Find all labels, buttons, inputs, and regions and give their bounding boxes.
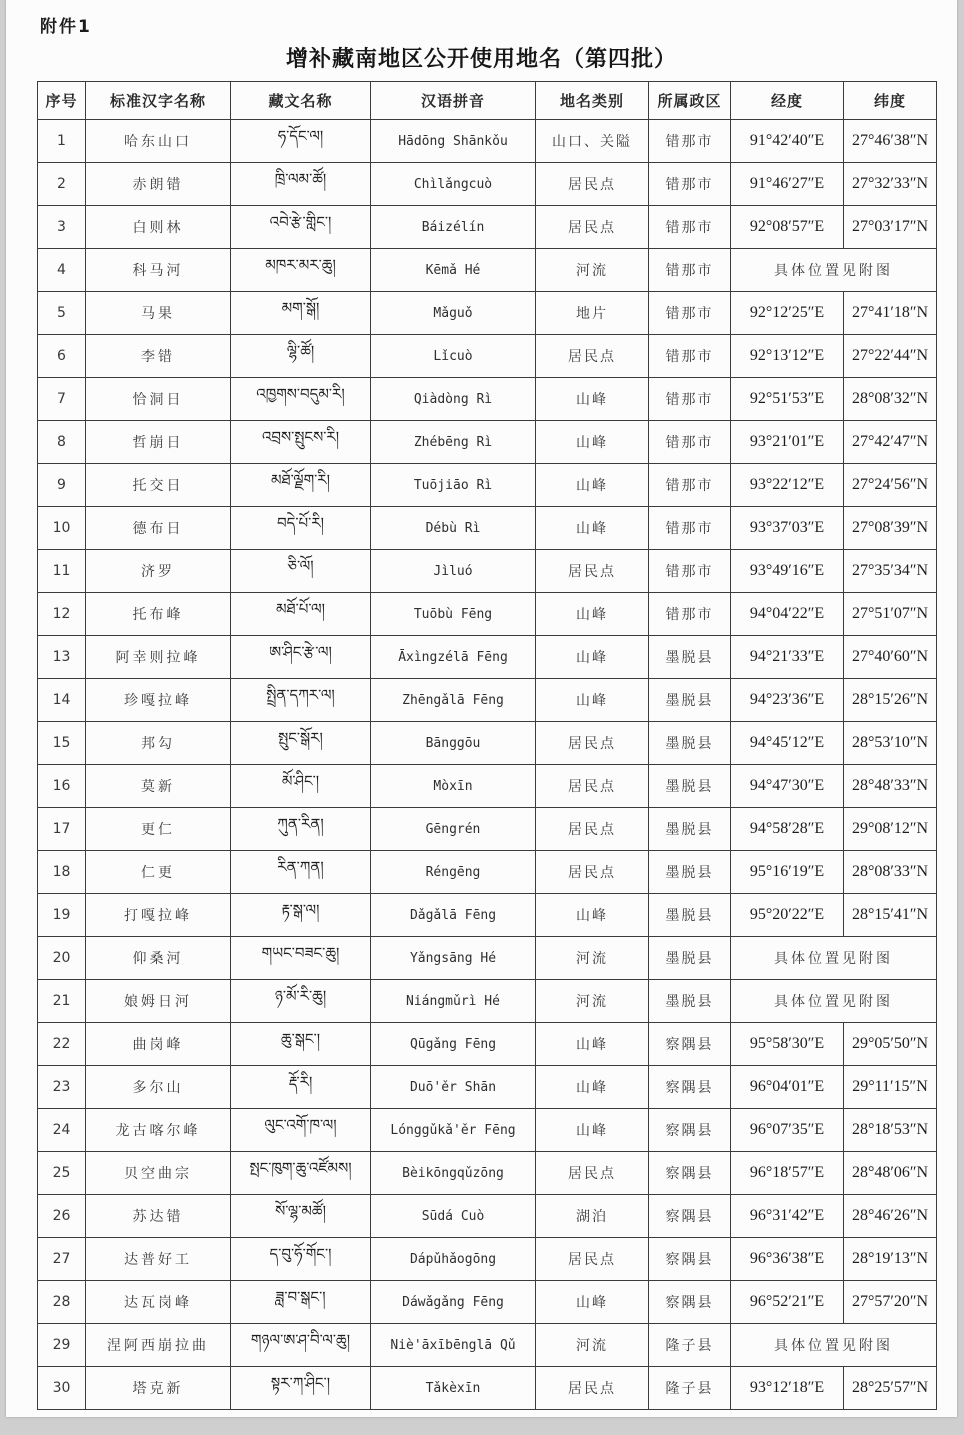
table-row	[38, 937, 937, 980]
cell-region: 错那市	[649, 249, 731, 292]
cell-longitude: 94°58′28″E	[731, 808, 844, 851]
cell-latitude: 27°41′18″N	[844, 292, 937, 335]
cell-tibetan-name: ཅི་ལོ།	[231, 550, 371, 593]
cell-latitude: 27°51′07″N	[844, 593, 937, 636]
cell-serial-number: 22	[38, 1023, 86, 1066]
cell-region: 墨脱县	[649, 722, 731, 765]
cell-latitude: 27°46′38″N	[844, 120, 937, 163]
cell-category: 湖泊	[536, 1195, 649, 1238]
cell-longitude: 96°36′38″E	[731, 1238, 844, 1281]
cell-serial-number: 25	[38, 1152, 86, 1195]
cell-region: 墨脱县	[649, 765, 731, 808]
cell-longitude: 93°37′03″E	[731, 507, 844, 550]
cell-latitude: 27°24′56″N	[844, 464, 937, 507]
table-row	[38, 980, 937, 1023]
cell-longitude: 94°04′22″E	[731, 593, 844, 636]
cell-serial-number: 4	[38, 249, 86, 292]
cell-tibetan-name: གཉལ་ཨ་ཤ་བི་ལ་ཆུ།	[231, 1324, 371, 1367]
cell-pinyin: Āxìngzélā Fēng	[371, 636, 536, 679]
cell-category: 居民点	[536, 765, 649, 808]
cell-serial-number: 28	[38, 1281, 86, 1324]
table-row	[38, 679, 937, 722]
cell-category: 居民点	[536, 851, 649, 894]
cell-category: 山峰	[536, 507, 649, 550]
cell-region: 错那市	[649, 507, 731, 550]
cell-region: 墨脱县	[649, 636, 731, 679]
cell-chinese-name: 白则林	[86, 206, 231, 249]
cell-latitude: 28°19′13″N	[844, 1238, 937, 1281]
cell-region: 错那市	[649, 464, 731, 507]
cell-serial-number: 13	[38, 636, 86, 679]
cell-category: 山峰	[536, 378, 649, 421]
cell-chinese-name: 济罗	[86, 550, 231, 593]
cell-pinyin: Mǎguǒ	[371, 292, 536, 335]
cell-longitude: 94°47′30″E	[731, 765, 844, 808]
cell-category: 居民点	[536, 722, 649, 765]
table-row	[38, 550, 937, 593]
cell-latitude: 28°48′06″N	[844, 1152, 937, 1195]
cell-chinese-name: 更仁	[86, 808, 231, 851]
cell-tibetan-name: ད་བུ་ཧོ་གོང་།	[231, 1238, 371, 1281]
cell-category: 山峰	[536, 636, 649, 679]
cell-longitude: 96°52′21″E	[731, 1281, 844, 1324]
cell-chinese-name: 达瓦岗峰	[86, 1281, 231, 1324]
cell-category: 山峰	[536, 1023, 649, 1066]
cell-pinyin: Kēmǎ Hé	[371, 249, 536, 292]
places-table	[37, 81, 937, 1410]
cell-tibetan-name: ལུང་འགོ་ཁ་ལ།	[231, 1109, 371, 1152]
table-row	[38, 464, 937, 507]
cell-tibetan-name: ཟླ་བ་སྒང་།	[231, 1281, 371, 1324]
cell-latitude: 27°08′39″N	[844, 507, 937, 550]
cell-region: 察隅县	[649, 1281, 731, 1324]
cell-longitude: 95°16′19″E	[731, 851, 844, 894]
document-page	[6, 0, 957, 1417]
cell-category: 地片	[536, 292, 649, 335]
cell-pinyin: Tuōbù Fēng	[371, 593, 536, 636]
cell-category: 山峰	[536, 1281, 649, 1324]
cell-tibetan-name: མག་སྒོ།	[231, 292, 371, 335]
cell-region: 墨脱县	[649, 980, 731, 1023]
cell-chinese-name: 仰桑河	[86, 937, 231, 980]
cell-chinese-name: 哈东山口	[86, 120, 231, 163]
cell-tibetan-name: ཆུ་སྒང་།	[231, 1023, 371, 1066]
cell-pinyin: Hādōng Shānkǒu	[371, 120, 536, 163]
cell-tibetan-name: ཁྲི་ལམ་ཚོ།	[231, 163, 371, 206]
cell-chinese-name: 苏达错	[86, 1195, 231, 1238]
cell-category: 山口、关隘	[536, 120, 649, 163]
cell-serial-number: 29	[38, 1324, 86, 1367]
cell-chinese-name: 龙古喀尔峰	[86, 1109, 231, 1152]
cell-category: 山峰	[536, 593, 649, 636]
cell-pinyin: Dápǔhǎogōng	[371, 1238, 536, 1281]
cell-tibetan-name: སོ་ལྷ་མཚོ།	[231, 1195, 371, 1238]
table-body	[38, 120, 937, 1410]
cell-chinese-name: 贝空曲宗	[86, 1152, 231, 1195]
cell-category: 居民点	[536, 1152, 649, 1195]
cell-region: 错那市	[649, 421, 731, 464]
cell-pinyin: Lónggǔkǎ'ěr Fēng	[371, 1109, 536, 1152]
cell-serial-number: 21	[38, 980, 86, 1023]
cell-serial-number: 23	[38, 1066, 86, 1109]
cell-longitude: 94°21′33″E	[731, 636, 844, 679]
cell-tibetan-name: རྟ་སྒ་ལ།	[231, 894, 371, 937]
cell-region: 墨脱县	[649, 894, 731, 937]
cell-pinyin: Gēngrén	[371, 808, 536, 851]
table-row	[38, 335, 937, 378]
cell-category: 河流	[536, 980, 649, 1023]
cell-pinyin: Qūgǎng Fēng	[371, 1023, 536, 1066]
cell-tibetan-name: སྤང་ཁུག་ཆུ་འཛོམས།	[231, 1152, 371, 1195]
cell-pinyin: Sūdá Cuò	[371, 1195, 536, 1238]
cell-serial-number: 15	[38, 722, 86, 765]
cell-serial-number: 10	[38, 507, 86, 550]
cell-tibetan-name: རིན་ཀན།	[231, 851, 371, 894]
cell-location-note: 具体位置见附图	[731, 980, 937, 1023]
cell-longitude: 93°12′18″E	[731, 1367, 844, 1410]
cell-serial-number: 27	[38, 1238, 86, 1281]
table-row	[38, 851, 937, 894]
cell-tibetan-name: ཉ་མོ་རི་ཆུ།	[231, 980, 371, 1023]
cell-longitude: 96°04′01″E	[731, 1066, 844, 1109]
table-row	[38, 1066, 937, 1109]
column-header: 标准汉字名称	[86, 82, 231, 120]
cell-longitude: 96°31′42″E	[731, 1195, 844, 1238]
cell-pinyin: Tuōjiāo Rì	[371, 464, 536, 507]
table-row	[38, 1281, 937, 1324]
cell-latitude: 28°08′32″N	[844, 378, 937, 421]
cell-chinese-name: 娘姆日河	[86, 980, 231, 1023]
cell-serial-number: 11	[38, 550, 86, 593]
cell-latitude: 28°48′33″N	[844, 765, 937, 808]
cell-latitude: 27°32′33″N	[844, 163, 937, 206]
table-row	[38, 808, 937, 851]
cell-pinyin: Tǎkèxīn	[371, 1367, 536, 1410]
cell-region: 错那市	[649, 593, 731, 636]
cell-latitude: 27°03′17″N	[844, 206, 937, 249]
cell-serial-number: 7	[38, 378, 86, 421]
cell-pinyin: Débù Rì	[371, 507, 536, 550]
page-title: 增补藏南地区公开使用地名（第四批）	[285, 47, 677, 72]
cell-category: 山峰	[536, 1109, 649, 1152]
column-header: 经度	[731, 82, 844, 120]
table-row	[38, 636, 937, 679]
cell-longitude: 91°46′27″E	[731, 163, 844, 206]
table-row	[38, 1238, 937, 1281]
cell-location-note: 具体位置见附图	[731, 1324, 937, 1367]
cell-pinyin: Zhēngǎlā Fēng	[371, 679, 536, 722]
cell-pinyin: Bèikōngqǔzōng	[371, 1152, 536, 1195]
cell-longitude: 92°51′53″E	[731, 378, 844, 421]
cell-pinyin: Mòxīn	[371, 765, 536, 808]
table-row	[38, 1109, 937, 1152]
attachment-label: 附件1	[40, 17, 92, 37]
cell-serial-number: 24	[38, 1109, 86, 1152]
cell-latitude: 28°53′10″N	[844, 722, 937, 765]
cell-latitude: 28°46′26″N	[844, 1195, 937, 1238]
cell-serial-number: 20	[38, 937, 86, 980]
cell-tibetan-name: ཨ་ཤིང་རྩེ་ལ།	[231, 636, 371, 679]
table-row	[38, 765, 937, 808]
cell-latitude: 28°15′26″N	[844, 679, 937, 722]
cell-latitude: 29°11′15″N	[844, 1066, 937, 1109]
column-header: 汉语拼音	[371, 82, 536, 120]
cell-region: 墨脱县	[649, 808, 731, 851]
cell-region: 错那市	[649, 206, 731, 249]
cell-longitude: 95°58′30″E	[731, 1023, 844, 1066]
cell-latitude: 28°08′33″N	[844, 851, 937, 894]
cell-chinese-name: 莫新	[86, 765, 231, 808]
cell-category: 山峰	[536, 464, 649, 507]
cell-tibetan-name: ཧ་དོང་ལ།	[231, 120, 371, 163]
cell-longitude: 93°22′12″E	[731, 464, 844, 507]
cell-pinyin: Niè'āxībēnglā Qǔ	[371, 1324, 536, 1367]
cell-chinese-name: 哲崩日	[86, 421, 231, 464]
cell-tibetan-name: ཀུན་རིན།	[231, 808, 371, 851]
cell-region: 错那市	[649, 550, 731, 593]
cell-chinese-name: 涅阿西崩拉曲	[86, 1324, 231, 1367]
table-row	[38, 421, 937, 464]
column-header: 纬度	[844, 82, 937, 120]
cell-region: 察隅县	[649, 1109, 731, 1152]
cell-region: 错那市	[649, 335, 731, 378]
column-header: 所属政区	[649, 82, 731, 120]
cell-region: 隆子县	[649, 1324, 731, 1367]
cell-category: 居民点	[536, 335, 649, 378]
cell-location-note: 具体位置见附图	[731, 249, 937, 292]
cell-tibetan-name: མཐོ་ལྗོག་རི།	[231, 464, 371, 507]
cell-tibetan-name: མཁར་མར་ཆུ།	[231, 249, 371, 292]
column-header: 地名类别	[536, 82, 649, 120]
cell-chinese-name: 赤朗错	[86, 163, 231, 206]
cell-tibetan-name: མཐོ་པོ་ལ།	[231, 593, 371, 636]
cell-chinese-name: 恰洞日	[86, 378, 231, 421]
cell-chinese-name: 珍嘎拉峰	[86, 679, 231, 722]
table-row	[38, 206, 937, 249]
cell-region: 察隅县	[649, 1238, 731, 1281]
cell-serial-number: 1	[38, 120, 86, 163]
cell-chinese-name: 打嘎拉峰	[86, 894, 231, 937]
cell-category: 河流	[536, 1324, 649, 1367]
cell-category: 山峰	[536, 421, 649, 464]
cell-longitude: 94°23′36″E	[731, 679, 844, 722]
cell-serial-number: 2	[38, 163, 86, 206]
cell-latitude: 27°42′47″N	[844, 421, 937, 464]
cell-serial-number: 9	[38, 464, 86, 507]
table-row	[38, 1367, 937, 1410]
cell-region: 隆子县	[649, 1367, 731, 1410]
table-row	[38, 1023, 937, 1066]
cell-longitude: 93°49′16″E	[731, 550, 844, 593]
cell-category: 居民点	[536, 1238, 649, 1281]
cell-tibetan-name: འཁྱགས་བདུམ་རི།	[231, 378, 371, 421]
cell-tibetan-name: བདེ་པོ་རི།	[231, 507, 371, 550]
cell-serial-number: 14	[38, 679, 86, 722]
cell-chinese-name: 达普好工	[86, 1238, 231, 1281]
table-row	[38, 292, 937, 335]
cell-pinyin: Dǎgǎlā Fēng	[371, 894, 536, 937]
table-row	[38, 722, 937, 765]
cell-tibetan-name: སྤུང་སྒོར།	[231, 722, 371, 765]
cell-latitude: 28°18′53″N	[844, 1109, 937, 1152]
table-row	[38, 1324, 937, 1367]
cell-category: 居民点	[536, 206, 649, 249]
cell-serial-number: 6	[38, 335, 86, 378]
cell-region: 墨脱县	[649, 851, 731, 894]
cell-longitude: 92°13′12″E	[731, 335, 844, 378]
cell-chinese-name: 托交日	[86, 464, 231, 507]
cell-pinyin: Zhébēng Rì	[371, 421, 536, 464]
cell-category: 山峰	[536, 894, 649, 937]
cell-region: 错那市	[649, 378, 731, 421]
cell-location-note: 具体位置见附图	[731, 937, 937, 980]
cell-pinyin: Lǐcuò	[371, 335, 536, 378]
cell-pinyin: Bānggōu	[371, 722, 536, 765]
cell-category: 居民点	[536, 550, 649, 593]
cell-category: 河流	[536, 249, 649, 292]
table-row	[38, 894, 937, 937]
cell-serial-number: 5	[38, 292, 86, 335]
cell-region: 错那市	[649, 292, 731, 335]
cell-longitude: 92°12′25″E	[731, 292, 844, 335]
table-row	[38, 120, 937, 163]
cell-region: 察隅县	[649, 1023, 731, 1066]
column-header: 序号	[38, 82, 86, 120]
cell-longitude: 94°45′12″E	[731, 722, 844, 765]
cell-tibetan-name: མོ་ཤིང་།	[231, 765, 371, 808]
cell-tibetan-name: སྤྲིན་དཀར་ལ།	[231, 679, 371, 722]
cell-region: 察隅县	[649, 1152, 731, 1195]
cell-chinese-name: 李错	[86, 335, 231, 378]
cell-region: 察隅县	[649, 1195, 731, 1238]
cell-region: 墨脱县	[649, 679, 731, 722]
cell-region: 察隅县	[649, 1066, 731, 1109]
cell-tibetan-name: ལྷི་ཚོ།	[231, 335, 371, 378]
cell-latitude: 27°40′60″N	[844, 636, 937, 679]
cell-chinese-name: 阿幸则拉峰	[86, 636, 231, 679]
table-row	[38, 1152, 937, 1195]
cell-tibetan-name: འབྲས་སྤུངས་རི།	[231, 421, 371, 464]
cell-pinyin: Báizélín	[371, 206, 536, 249]
cell-chinese-name: 邦勾	[86, 722, 231, 765]
cell-region: 墨脱县	[649, 937, 731, 980]
cell-serial-number: 12	[38, 593, 86, 636]
cell-serial-number: 16	[38, 765, 86, 808]
cell-pinyin: Qiàdòng Rì	[371, 378, 536, 421]
cell-pinyin: Duō'ěr Shān	[371, 1066, 536, 1109]
cell-serial-number: 26	[38, 1195, 86, 1238]
column-header: 藏文名称	[231, 82, 371, 120]
cell-chinese-name: 科马河	[86, 249, 231, 292]
cell-chinese-name: 仁更	[86, 851, 231, 894]
cell-chinese-name: 塔克新	[86, 1367, 231, 1410]
table-row	[38, 249, 937, 292]
cell-latitude: 28°25′57″N	[844, 1367, 937, 1410]
table-row	[38, 1195, 937, 1238]
cell-latitude: 28°15′41″N	[844, 894, 937, 937]
cell-pinyin: Niángmǔrì Hé	[371, 980, 536, 1023]
cell-category: 居民点	[536, 163, 649, 206]
table-header-row	[38, 82, 937, 120]
cell-serial-number: 17	[38, 808, 86, 851]
table-row	[38, 507, 937, 550]
cell-region: 错那市	[649, 120, 731, 163]
table-row	[38, 163, 937, 206]
cell-latitude: 27°22′44″N	[844, 335, 937, 378]
cell-category: 居民点	[536, 1367, 649, 1410]
cell-category: 山峰	[536, 679, 649, 722]
cell-serial-number: 3	[38, 206, 86, 249]
cell-pinyin: Jìluó	[371, 550, 536, 593]
cell-latitude: 29°05′50″N	[844, 1023, 937, 1066]
cell-chinese-name: 曲岗峰	[86, 1023, 231, 1066]
cell-serial-number: 8	[38, 421, 86, 464]
cell-serial-number: 30	[38, 1367, 86, 1410]
table-row	[38, 593, 937, 636]
cell-category: 山峰	[536, 1066, 649, 1109]
cell-tibetan-name: སྟར་ཀ་ཤིང་།	[231, 1367, 371, 1410]
cell-longitude: 91°42′40″E	[731, 120, 844, 163]
cell-chinese-name: 多尔山	[86, 1066, 231, 1109]
cell-tibetan-name: འབེ་རྩེ་གླིང་།	[231, 206, 371, 249]
cell-chinese-name: 托布峰	[86, 593, 231, 636]
cell-longitude: 96°18′57″E	[731, 1152, 844, 1195]
cell-longitude: 92°08′57″E	[731, 206, 844, 249]
cell-latitude: 27°35′34″N	[844, 550, 937, 593]
cell-region: 错那市	[649, 163, 731, 206]
cell-chinese-name: 马果	[86, 292, 231, 335]
cell-pinyin: Yǎngsāng Hé	[371, 937, 536, 980]
cell-latitude: 29°08′12″N	[844, 808, 937, 851]
cell-serial-number: 18	[38, 851, 86, 894]
cell-chinese-name: 德布日	[86, 507, 231, 550]
cell-tibetan-name: རྡོ་རི།	[231, 1066, 371, 1109]
cell-longitude: 95°20′22″E	[731, 894, 844, 937]
cell-longitude: 96°07′35″E	[731, 1109, 844, 1152]
cell-category: 河流	[536, 937, 649, 980]
cell-category: 居民点	[536, 808, 649, 851]
cell-tibetan-name: གཡང་བཟང་ཆུ།	[231, 937, 371, 980]
table-row	[38, 378, 937, 421]
cell-serial-number: 19	[38, 894, 86, 937]
cell-longitude: 93°21′01″E	[731, 421, 844, 464]
cell-pinyin: Chìlǎngcuò	[371, 163, 536, 206]
cell-pinyin: Dáwǎgǎng Fēng	[371, 1281, 536, 1324]
cell-pinyin: Réngēng	[371, 851, 536, 894]
cell-latitude: 27°57′20″N	[844, 1281, 937, 1324]
